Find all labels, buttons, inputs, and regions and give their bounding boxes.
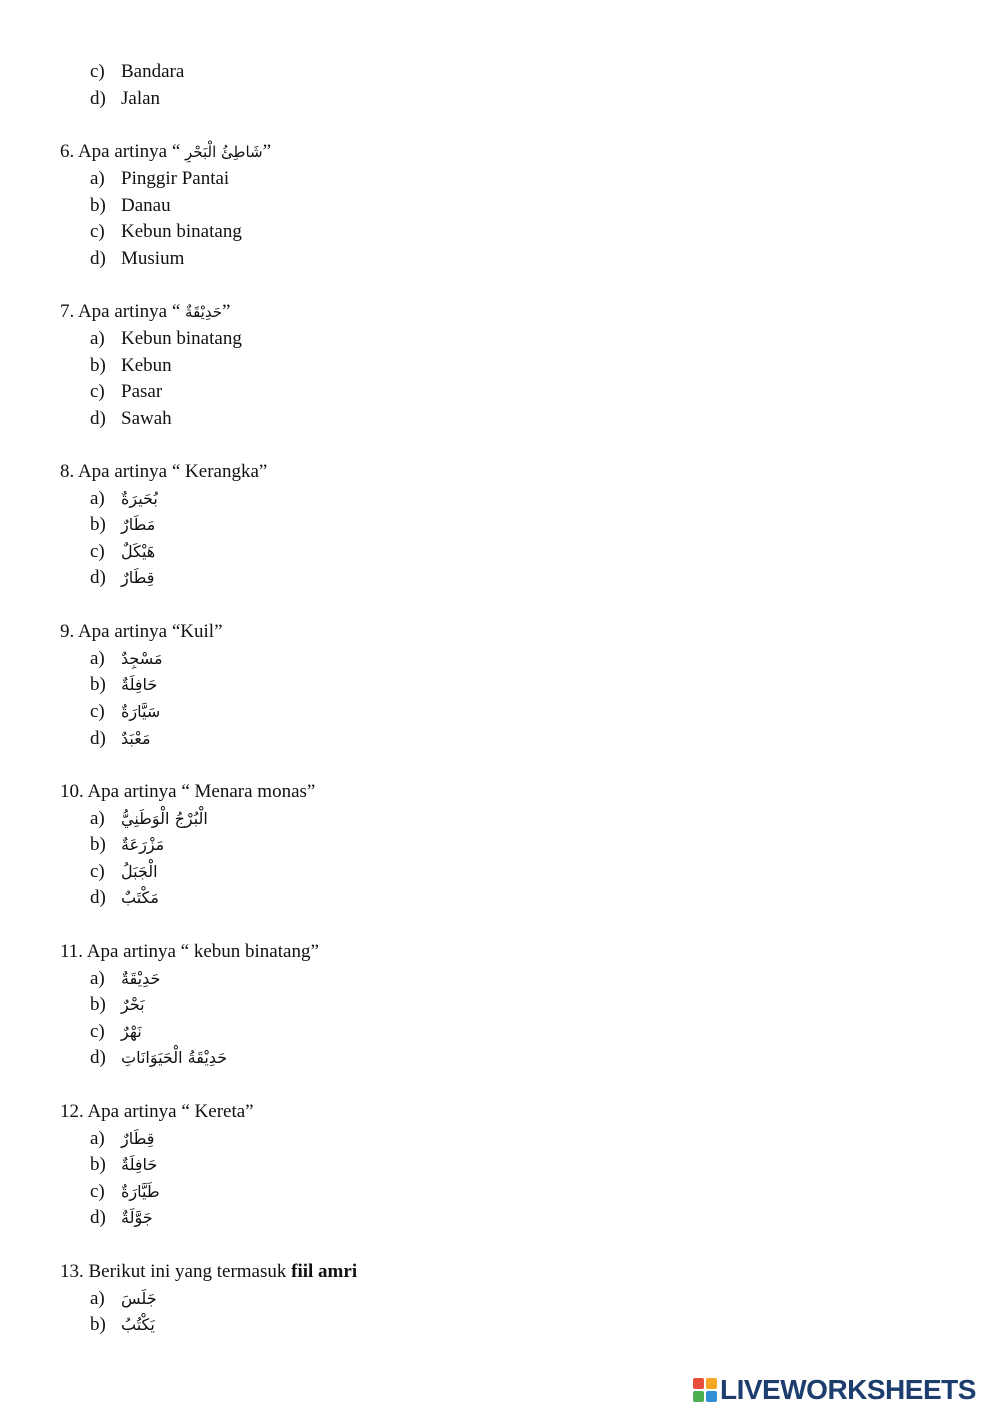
option-q12-b[interactable] xyxy=(90,1152,157,1178)
option-label: b) xyxy=(90,674,106,695)
option-label: c) xyxy=(90,221,105,242)
option-q11-c[interactable] xyxy=(90,1019,142,1045)
option-label: c) xyxy=(90,1181,105,1202)
option-label: a) xyxy=(90,1128,105,1149)
option-label: a) xyxy=(90,328,105,349)
question-7-arabic: حَدِيْقَةٌ xyxy=(185,303,222,321)
question-6 xyxy=(60,139,271,165)
option-arabic: نَهْرٌ xyxy=(121,1022,142,1041)
option-q9-c[interactable] xyxy=(90,699,160,725)
option-q11-b[interactable] xyxy=(90,992,145,1018)
option-q9-d[interactable] xyxy=(90,726,151,752)
option-text: Sawah xyxy=(121,408,172,429)
option-text: Bandara xyxy=(121,61,185,82)
option-label: b) xyxy=(90,1154,106,1175)
option-label: b) xyxy=(90,994,106,1015)
option-label: a) xyxy=(90,168,105,189)
option-arabic: حَافِلَةٌ xyxy=(121,675,158,694)
question-13-bold: fiil amri xyxy=(291,1261,358,1282)
question-7-prefix: 7. Apa artinya “ xyxy=(60,301,186,322)
option-label: c) xyxy=(90,701,105,722)
logo-tile-3 xyxy=(693,1391,704,1402)
option-arabic: جَوَّلَةٌ xyxy=(121,1208,153,1227)
option-q10-c[interactable] xyxy=(90,859,158,885)
option-label: d) xyxy=(90,728,106,749)
question-9: 9. Apa artinya “Kuil” xyxy=(60,621,223,642)
option-label: b) xyxy=(90,1314,106,1335)
option-q12-c[interactable] xyxy=(90,1179,160,1205)
question-13-prefix: 13. Berikut ini yang termasuk xyxy=(60,1261,292,1282)
option-q8-d[interactable] xyxy=(90,565,154,591)
option-label: d) xyxy=(90,88,106,109)
option-q10-b[interactable] xyxy=(90,832,164,858)
option-text: Kebun binatang xyxy=(121,328,242,349)
option-label: b) xyxy=(90,195,106,216)
option-text: Pasar xyxy=(121,381,163,402)
question-7 xyxy=(60,299,230,325)
option-label: c) xyxy=(90,381,105,402)
option-arabic: بُحَيرَةٌ xyxy=(121,489,158,508)
liveworksheets-logo[interactable] xyxy=(693,1373,989,1407)
option-q5-c[interactable] xyxy=(90,59,184,85)
option-arabic: يَكْتُبُ xyxy=(121,1315,155,1334)
option-label: d) xyxy=(90,567,106,588)
option-q10-a[interactable] xyxy=(90,806,208,832)
option-text: Kebun xyxy=(121,355,172,376)
option-label: a) xyxy=(90,648,105,669)
option-q7-c[interactable] xyxy=(90,379,162,405)
option-q12-a[interactable] xyxy=(90,1126,154,1152)
option-q5-d[interactable] xyxy=(90,86,160,112)
option-q6-a[interactable] xyxy=(90,166,229,192)
option-q9-b[interactable] xyxy=(90,672,157,698)
option-label: b) xyxy=(90,355,106,376)
option-arabic: قِطَارٌ xyxy=(121,1129,155,1148)
option-q13-a[interactable] xyxy=(90,1286,157,1312)
question-8: 8. Apa artinya “ Kerangka” xyxy=(60,461,268,482)
option-q11-a[interactable] xyxy=(90,966,160,992)
option-q9-a[interactable] xyxy=(90,646,163,672)
question-6-suffix: ” xyxy=(262,141,272,162)
option-label: b) xyxy=(90,514,106,535)
option-arabic: هَيْكَلٌ xyxy=(121,542,156,561)
option-label: d) xyxy=(90,1207,106,1228)
question-6-prefix: 6. Apa artinya “ xyxy=(60,141,186,162)
option-arabic: حَدِيْقَةٌ xyxy=(121,969,161,988)
option-label: c) xyxy=(90,541,105,562)
option-q10-d[interactable] xyxy=(90,885,159,911)
option-arabic: سَيَّارَةٌ xyxy=(121,702,161,721)
option-q8-c[interactable] xyxy=(90,539,155,565)
option-arabic: الْبُرْجُ الْوَطَنِيُّ xyxy=(121,809,208,828)
option-q8-a[interactable] xyxy=(90,486,158,512)
option-arabic: مَعْبَدٌ xyxy=(121,729,151,748)
question-7-suffix: ” xyxy=(222,301,231,322)
option-label: c) xyxy=(90,1021,105,1042)
option-q6-d[interactable] xyxy=(90,246,184,272)
option-arabic: جَلَسَ xyxy=(121,1289,157,1308)
question-6-arabic: شَاطِئُ الْبَحْرِ xyxy=(185,143,263,161)
liveworksheets-brand-text: LIVEWORKSHEETS xyxy=(720,1374,976,1405)
option-arabic: طَيَّارَةٌ xyxy=(121,1182,160,1201)
option-text: Jalan xyxy=(121,88,161,109)
option-label: a) xyxy=(90,488,105,509)
option-label: c) xyxy=(90,61,105,82)
option-q7-b[interactable] xyxy=(90,353,172,379)
option-arabic: مَطَارٌ xyxy=(121,515,156,534)
option-arabic: بَحْرٌ xyxy=(121,995,145,1014)
option-arabic: الْجَبَلُ xyxy=(121,862,158,881)
question-13 xyxy=(60,1259,357,1285)
option-label: a) xyxy=(90,808,105,829)
option-q6-b[interactable] xyxy=(90,193,171,219)
option-q7-a[interactable] xyxy=(90,326,242,352)
option-text: Musium xyxy=(121,248,185,269)
option-q6-c[interactable] xyxy=(90,219,242,245)
option-arabic: حَدِيْقَةُ الْحَيَوَانَاتِ xyxy=(121,1048,228,1067)
option-arabic: حَافِلَةٌ xyxy=(121,1155,158,1174)
option-arabic: قِطَارٌ xyxy=(121,568,155,587)
option-arabic: مَزْرَعَةٌ xyxy=(121,835,165,854)
option-arabic: مَسْجِدٌ xyxy=(121,649,163,668)
option-text: Pinggir Pantai xyxy=(121,168,230,189)
logo-tile-4 xyxy=(706,1391,717,1402)
logo-tile-1 xyxy=(693,1378,704,1389)
option-label: a) xyxy=(90,1288,105,1309)
question-11: 11. Apa artinya “ kebun binatang” xyxy=(60,941,319,962)
option-label: b) xyxy=(90,834,106,855)
option-q12-d[interactable] xyxy=(90,1205,153,1231)
question-12: 12. Apa artinya “ Kereta” xyxy=(60,1101,254,1122)
option-label: a) xyxy=(90,968,105,989)
option-q13-b[interactable] xyxy=(90,1312,155,1338)
option-text: Danau xyxy=(121,195,171,216)
option-q7-d[interactable] xyxy=(90,406,172,432)
option-label: c) xyxy=(90,861,105,882)
liveworksheets-logo-icon xyxy=(693,1378,717,1402)
option-text: Kebun binatang xyxy=(121,221,242,242)
option-label: d) xyxy=(90,248,106,269)
option-label: d) xyxy=(90,887,106,908)
option-arabic: مَكْتَبٌ xyxy=(121,888,159,907)
option-q11-d[interactable] xyxy=(90,1045,227,1071)
question-10: 10. Apa artinya “ Menara monas” xyxy=(60,781,316,802)
logo-tile-2 xyxy=(706,1378,717,1389)
option-label: d) xyxy=(90,408,106,429)
option-label: d) xyxy=(90,1047,106,1068)
option-q8-b[interactable] xyxy=(90,512,155,538)
